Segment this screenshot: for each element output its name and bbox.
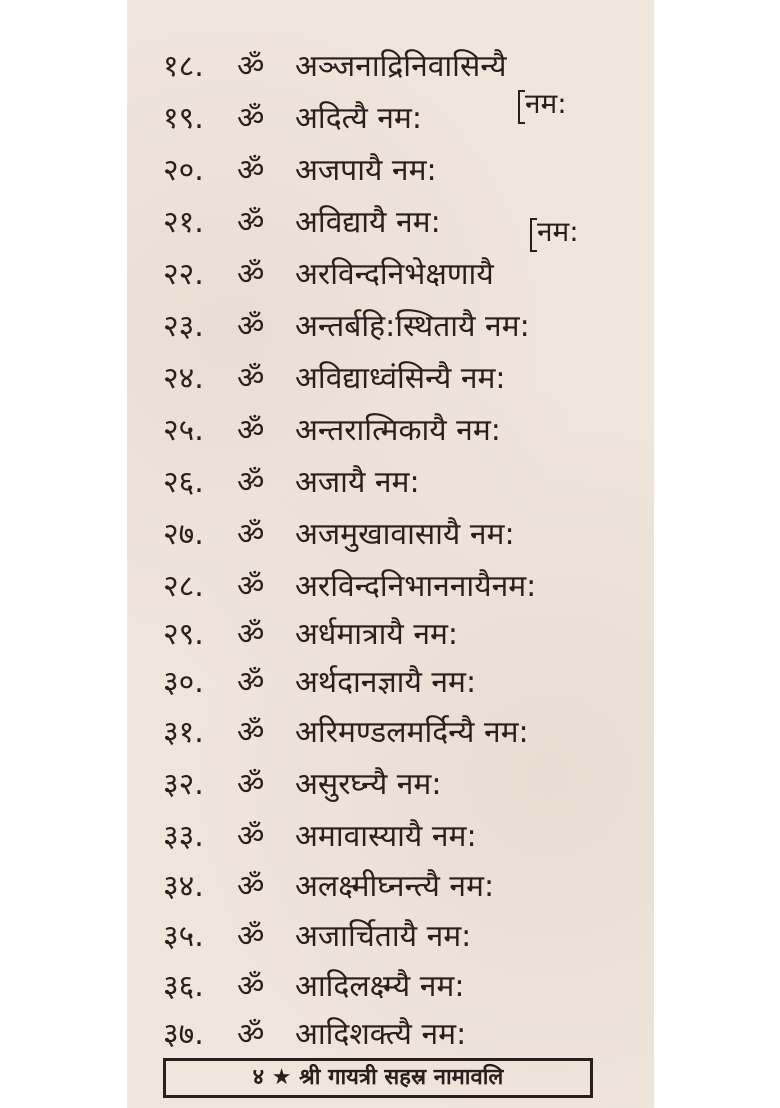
list-item <box>127 662 654 704</box>
list-item <box>127 966 654 1008</box>
continuation-text: नम: <box>537 215 579 248</box>
list-item <box>127 462 654 504</box>
item-name: अविद्याध्वंसिन्यै नम: <box>295 361 506 396</box>
item-number: २८. <box>163 569 204 604</box>
item-number: १९. <box>163 101 204 136</box>
item-number: २०. <box>163 153 204 188</box>
item-number: ३२. <box>163 767 204 802</box>
om-symbol: ॐ <box>237 819 265 854</box>
list-item <box>127 98 654 140</box>
item-name: अलक्ष्मीघ्नन्त्यै नम: <box>295 869 495 904</box>
star-icon: ★ <box>271 1065 292 1090</box>
item-name: अजायै नम: <box>295 465 420 500</box>
item-name: अर्थदानज्ञायै नम: <box>295 665 477 700</box>
item-number: ३३. <box>163 819 204 854</box>
list-item <box>127 514 654 556</box>
list-item <box>127 306 654 348</box>
list-item <box>127 1014 654 1056</box>
list-item <box>127 712 654 754</box>
list-item <box>127 358 654 400</box>
item-name: अजमुखावासायै नम: <box>295 517 515 552</box>
om-symbol: ॐ <box>237 205 265 240</box>
list-item <box>127 816 654 858</box>
list-item <box>127 150 654 192</box>
list-item <box>127 866 654 908</box>
item-name: अर्धमात्रायै नम: <box>295 617 459 652</box>
item-name: अदित्यै नम: <box>295 101 422 136</box>
om-symbol: ॐ <box>237 767 265 802</box>
item-number: २५. <box>163 413 204 448</box>
item-name: अन्तर्बहि:स्थितायै नम: <box>295 309 530 344</box>
item-name: अरिमण्डलमर्दिन्यै नम: <box>295 715 529 750</box>
item-number: २६. <box>163 465 204 500</box>
item-number: २२. <box>163 257 204 292</box>
scripture-page <box>127 0 654 1108</box>
item-name: अरविन्दनिभेक्षणायै <box>295 257 494 292</box>
list-item <box>127 566 654 608</box>
item-number: ३१. <box>163 715 204 750</box>
page-number: ४ <box>252 1065 265 1090</box>
om-symbol: ॐ <box>237 257 265 292</box>
item-number: २९. <box>163 617 204 652</box>
om-symbol: ॐ <box>237 969 265 1004</box>
om-symbol: ॐ <box>237 49 265 84</box>
item-name: अजार्चितायै नम: <box>295 919 472 954</box>
item-name: अन्तरात्मिकायै नम: <box>295 413 501 448</box>
item-name: अजपायै नम: <box>295 153 437 188</box>
item-name: आदिशक्त्यै नम: <box>295 1017 467 1052</box>
list-item <box>127 614 654 656</box>
om-symbol: ॐ <box>237 465 265 500</box>
om-symbol: ॐ <box>237 617 265 652</box>
om-symbol: ॐ <box>237 361 265 396</box>
om-symbol: ॐ <box>237 869 265 904</box>
item-name: आदिलक्ष्म्यै नम: <box>295 969 465 1004</box>
item-name: अञ्जनाद्रिनिवासिन्यै <box>295 49 507 84</box>
om-symbol: ॐ <box>237 101 265 136</box>
item-number: २७. <box>163 517 204 552</box>
list-item <box>127 254 654 296</box>
item-number: २३. <box>163 309 204 344</box>
item-number: ३५. <box>163 919 204 954</box>
item-name: असुरघ्न्यै नम: <box>295 767 442 802</box>
item-number: ३७. <box>163 1017 204 1052</box>
om-symbol: ॐ <box>237 569 265 604</box>
om-symbol: ॐ <box>237 715 265 750</box>
om-symbol: ॐ <box>237 1017 265 1052</box>
item-number: ३०. <box>163 665 204 700</box>
item-number: ३४. <box>163 869 204 904</box>
item-name: अरविन्दनिभाननायैनम: <box>295 569 537 604</box>
item-number: २४. <box>163 361 204 396</box>
item-number: ३६. <box>163 969 204 1004</box>
footer-title: श्री गायत्री सहस्र नामावलि <box>299 1065 504 1090</box>
item-number: १८. <box>163 49 204 84</box>
page-footer <box>163 1058 593 1098</box>
continuation-text: नम: <box>525 87 567 120</box>
om-symbol: ॐ <box>237 665 265 700</box>
om-symbol: ॐ <box>237 153 265 188</box>
item-number: २१. <box>163 205 204 240</box>
list-item <box>127 46 654 88</box>
om-symbol: ॐ <box>237 309 265 344</box>
om-symbol: ॐ <box>237 517 265 552</box>
om-symbol: ॐ <box>237 413 265 448</box>
list-item <box>127 916 654 958</box>
om-symbol: ॐ <box>237 919 265 954</box>
item-name: अविद्यायै नम: <box>295 205 441 240</box>
item-name: अमावास्यायै नम: <box>295 819 477 854</box>
list-item <box>127 410 654 452</box>
list-item <box>127 764 654 806</box>
